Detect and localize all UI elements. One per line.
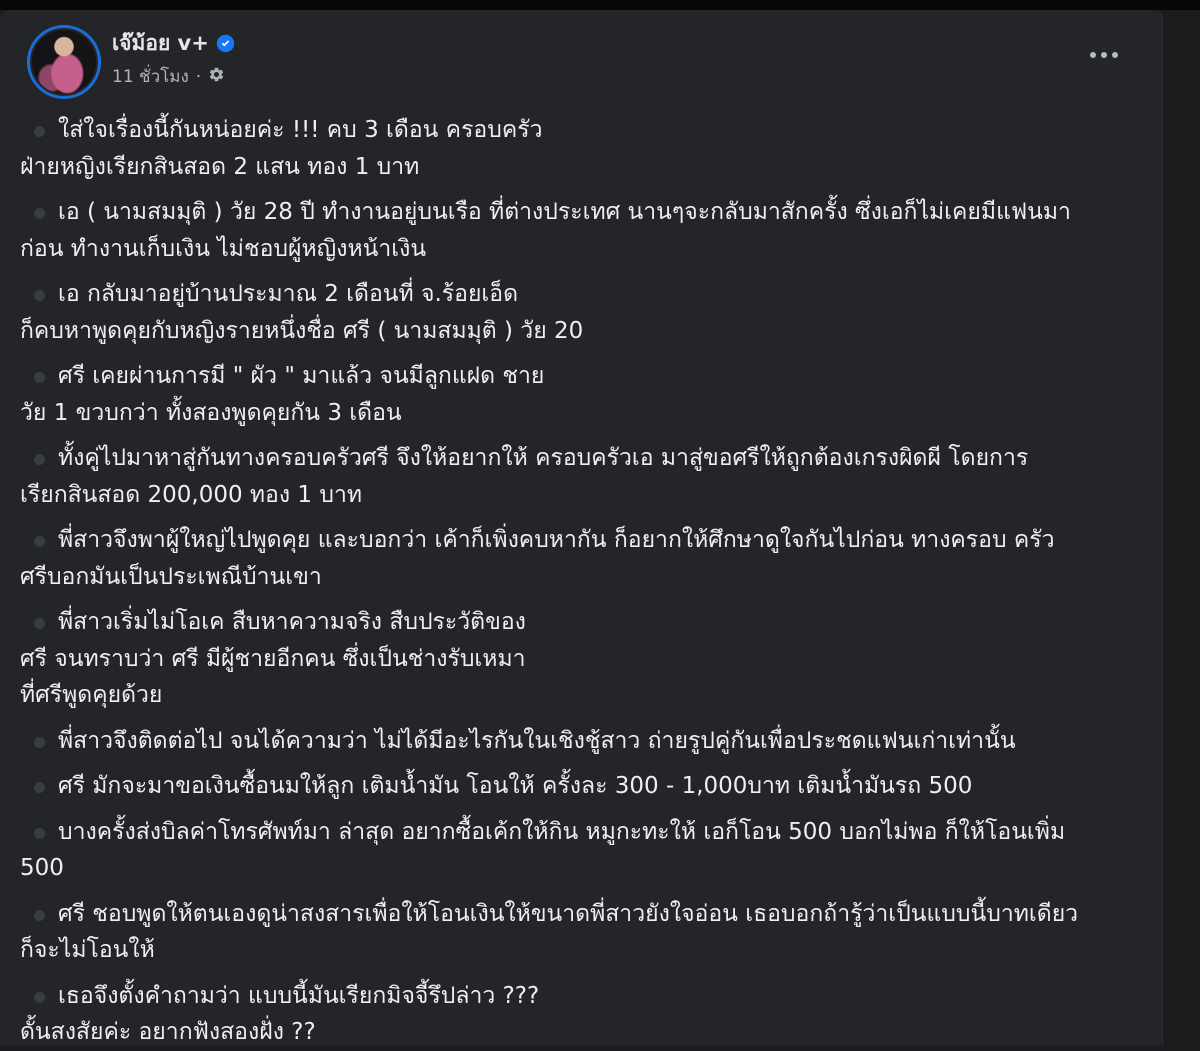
dark-dot-bullet-icon	[34, 290, 45, 301]
avatar[interactable]	[30, 28, 98, 96]
post-paragraph: ใส่ใจเรื่องนี้กันหน่อยค่ะ !!! คบ 3 เดือน ครอบครัว ฝ่ายหญิงเรียกสินสอด 2 แสน ทอง 1 บาท	[20, 117, 543, 180]
post-paragraph: พี่สาวจึงติดต่อไป จนได้ความว่า ไม่ได้มีอะไรกันในเชิงชู้สาว ถ่ายรูปคู่กันเพื่อประชดแฟนเก่าเท่านั้น	[20, 723, 1144, 760]
post-card	[0, 10, 1163, 1045]
post-text	[0, 96, 1162, 1051]
dark-dot-bullet-icon	[34, 782, 45, 793]
top-edge-strip	[0, 0, 1200, 10]
dark-dot-bullet-icon	[34, 618, 45, 629]
verified-badge-icon	[216, 34, 235, 53]
more-options-button[interactable]	[1082, 44, 1126, 66]
post-paragraph: ศรี ชอบพูดให้ตนเองดูน่าสงสารเพื่อให้โอนเงินให้ขนาดพี่สาวยังใจอ่อน เธอบอกถ้ารู้ว่าเป็นแบบนี้บาทเดียว ก็จะไม่โอนให้	[20, 900, 1079, 963]
meta-separator: ·	[195, 66, 202, 87]
post-header	[0, 10, 1162, 96]
dark-dot-bullet-icon	[34, 372, 45, 383]
header-text	[112, 28, 235, 90]
post-paragraph: ทั้งคู่ไปมาหาสู่กันทางครอบครัวศรี จึงให้อยากให้ ครอบครัวเอ มาสู่ขอศรีให้ถูกต้องเกรงผิดผี โดยการ เรียกสินสอด 200,000 ทอง 1 บาท	[20, 445, 1029, 508]
gear-icon	[208, 66, 225, 88]
dark-dot-bullet-icon	[34, 737, 45, 748]
ellipsis-icon	[1090, 52, 1096, 58]
dark-dot-bullet-icon	[34, 126, 45, 137]
author-name[interactable]: เจ๊ม้อย v+	[112, 31, 209, 55]
avatar-photo	[32, 30, 96, 94]
post-paragraph: ศรี เคยผ่านการมี " ผัว " มาแล้ว จนมีลูกแฝด ชาย วัย 1 ขวบกว่า ทั้งสองพูดคุยกัน 3 เดือน	[20, 363, 545, 426]
post-paragraph: เธอจึงตั้งคำถามว่า แบบนี้มันเรียกมิจจี้รึปล่าว ??? ดั้นสงสัยค่ะ อยากฟังสองฝั่ง ??	[20, 982, 540, 1045]
dark-dot-bullet-icon	[34, 454, 45, 465]
timestamp[interactable]: 11 ชั่วโมง	[112, 67, 189, 88]
post-paragraph: เอ กลับมาอยู่บ้านประมาณ 2 เดือนที่ จ.ร้อยเอ็ด ก็คบหาพูดคุยกับหญิงรายหนึ่งชื่อ ศรี ( นามสมมุติ ) วัย 20	[20, 281, 584, 344]
dark-dot-bullet-icon	[34, 992, 45, 1003]
dark-dot-bullet-icon	[34, 208, 45, 219]
post-paragraph: พี่สาวเริ่มไม่โอเค สืบหาความจริง สืบประวัติของ ศรี จนทราบว่า ศรี มีผู้ชายอีกคน ซึ่งเป็นช่างรับเหมา ที่ศรีพูดคุยด้วย	[20, 609, 526, 708]
post-meta	[112, 63, 235, 90]
post-paragraph: พี่สาวจึงพาผู้ใหญ่ไปพูดคุย และบอกว่า เค้าก็เพิ่งคบหากัน ก็อยากให้ศึกษาดูใจกันไปก่อน ทางครอบ ครัว ศรีบอกมันเป็นประเพณีบ้านเขา	[20, 527, 1055, 590]
post-paragraph: บางครั้งส่งบิลค่าโทรศัพท์มา ล่าสุด อยากซื้อเค้กให้กิน หมูกะทะให้ เอก็โอน 500 บอกไม่พอ ก็ให้โอนเพิ่ม 500	[20, 818, 1066, 881]
post-paragraph: เอ ( นามสมมุติ ) วัย 28 ปี ทำงานอยู่บนเรือ ที่ต่างประเทศ นานๆจะกลับมาสักครั้ง ซึ่งเอก็ไม่เคยมีแฟนมา ก่อน ทำงานเก็บเงิน ไม่ชอบผู้หญิงหน้าเงิน	[20, 199, 1071, 262]
post-paragraph: ศรี มักจะมาขอเงินซื้อนมให้ลูก เติมน้ำมัน โอนให้ ครั้งละ 300 - 1,000บาท เติมน้ำมันรถ 500	[20, 768, 1144, 805]
dark-dot-bullet-icon	[34, 910, 45, 921]
dark-dot-bullet-icon	[34, 828, 45, 839]
dark-dot-bullet-icon	[34, 536, 45, 547]
